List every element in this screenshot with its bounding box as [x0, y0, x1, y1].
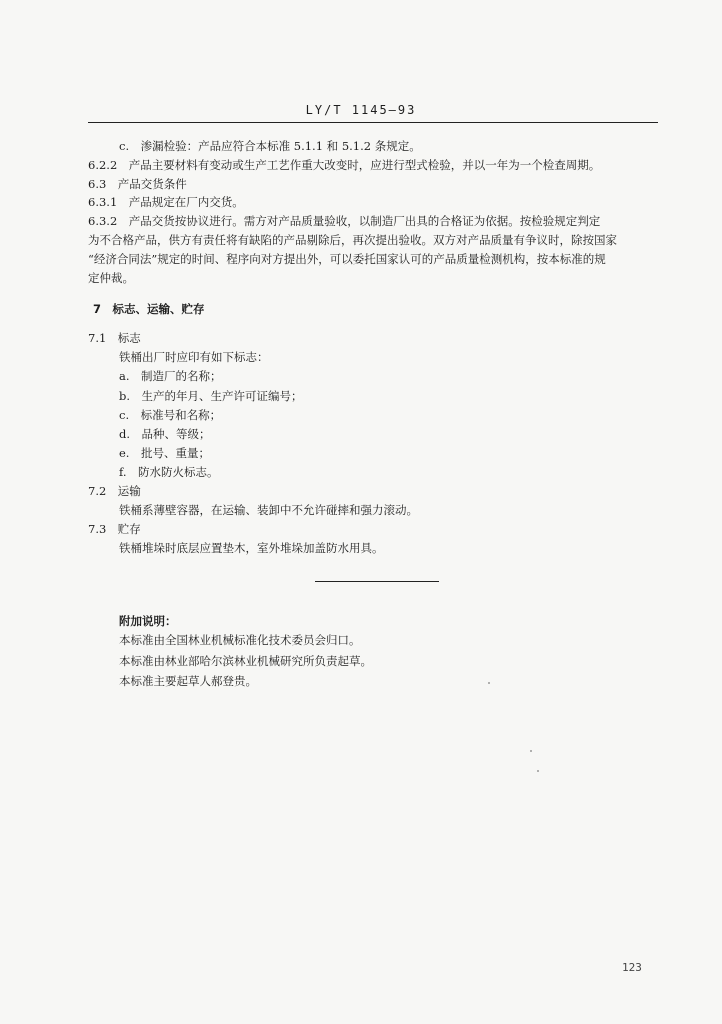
- note-line-2: 本标准由林业部哈尔滨林业机械研究所负责起草。: [119, 654, 372, 668]
- section-7-heading: 7 标志、运输、贮存: [93, 302, 205, 316]
- clause-7-3-title: 7.3 贮存: [88, 522, 141, 536]
- marking-item-e: e. 批号、重量；: [119, 446, 210, 460]
- note-line-1: 本标准由全国林业机械标准化技术委员会归口。: [119, 633, 361, 647]
- item-c-leak-test: c. 渗漏检验：产品应符合本标准 5.1.1 和 5.1.2 条规定。: [119, 139, 421, 153]
- clause-6-3-2-line-4: 定仲裁。: [88, 271, 134, 285]
- page-number: 123: [622, 961, 642, 974]
- clause-6-3-2-line-3: “经济合同法”规定的时间、程序向对方提出外，可以委托国家认可的产品质量检测机构，按本标准的规: [88, 252, 606, 266]
- marking-item-f: f. 防水防火标志。: [119, 465, 219, 479]
- clause-6-3-2-line-2: 为不合格产品，供方有责任将有缺陷的产品剔除后，再次提出验收。双方对产品质量有争议时，除按国家: [88, 233, 617, 247]
- marking-item-b: b. 生产的年月、生产许可证编号；: [119, 389, 303, 403]
- clause-7-2-title: 7.2 运输: [88, 484, 141, 498]
- marking-item-d: d. 品种、等级；: [119, 427, 211, 441]
- end-divider: [315, 581, 439, 582]
- marking-intro: 铁桶出厂时应印有如下标志：: [119, 350, 269, 364]
- standard-code-header: LY/T 1145—93: [305, 103, 417, 117]
- scan-speck: [530, 750, 532, 752]
- clause-6-3-2-line-1: 6.3.2 产品交货按协议进行。需方对产品质量验收，以制造厂出具的合格证为依据。按检验规定判定: [88, 214, 601, 228]
- marking-item-a: a. 制造厂的名称；: [119, 369, 222, 383]
- storage-text: 铁桶堆垛时底层应置垫木，室外堆垛加盖防水用具。: [119, 541, 384, 555]
- clause-6-3-title: 6.3 产品交货条件: [88, 177, 187, 191]
- header-rule: [88, 122, 658, 123]
- additional-notes-title: 附加说明：: [119, 614, 177, 628]
- clause-6-2-2: 6.2.2 产品主要材料有变动或生产工艺作重大改变时，应进行型式检验，并以一年为一个检查周期。: [88, 158, 601, 172]
- scan-speck: [488, 682, 490, 684]
- clause-7-1-title: 7.1 标志: [88, 331, 141, 345]
- scan-speck: [537, 770, 539, 772]
- note-line-3: 本标准主要起草人郝登贵。: [119, 674, 257, 688]
- marking-item-c: c. 标准号和名称；: [119, 408, 222, 422]
- transport-text: 铁桶系薄壁容器，在运输、装卸中不允许碰摔和强力滚动。: [119, 503, 418, 517]
- clause-6-3-1: 6.3.1 产品规定在厂内交货。: [88, 195, 244, 209]
